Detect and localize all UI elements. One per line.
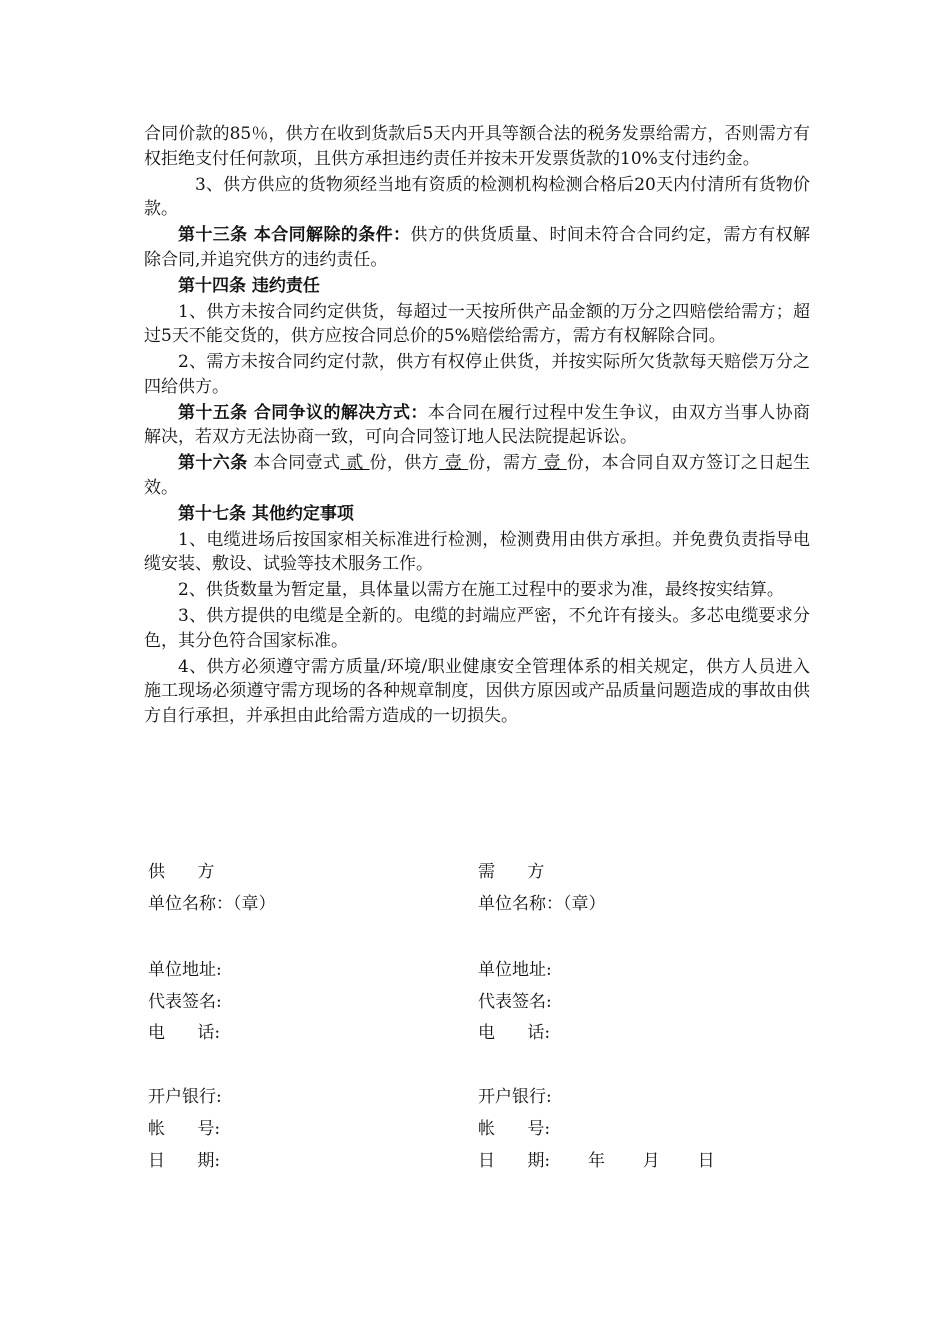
supplier-address: 单位地址:: [148, 960, 222, 980]
buyer-phone: 电 话:: [478, 1023, 551, 1043]
copies-buyer: 壹: [537, 453, 567, 473]
buyer-date: 日 期: 年 月 日: [478, 1151, 715, 1171]
supplier-phone: 电 话:: [148, 1023, 221, 1043]
article-14-item-2: 2、需方未按合同约定付款，供方有权停止供货，并按实际所欠货款每天赔偿万分之四给供方。: [144, 352, 810, 397]
article-17-heading: 第十七条 其他约定事项: [178, 503, 354, 524]
paragraph-payment-terms: 合同价款的85％，供方在收到货款后5天内开具等额合法的税务发票给需方，否则需方有权拒绝支付任何款项，且供方承担违约责任并按未开发票货款的10%支付违约金。: [144, 124, 810, 169]
buyer-unit-name: 单位名称：（章）: [478, 894, 606, 914]
article-16: [144, 451, 810, 500]
article-16-text-2: 份，供方: [369, 453, 440, 473]
copies-total: 贰: [340, 453, 370, 473]
article-14-item-1: 1、供方未按合同约定供货，每超过一天按所供产品金额的万分之四赔偿给需方；超过5天不能交货的，供方应按合同总价的5%赔偿给需方，需方有权解除合同。: [144, 301, 810, 346]
supplier-date: 日 期:: [148, 1151, 221, 1171]
article-13: [144, 223, 810, 272]
article-17-item-2: 2、供货数量为暂定量，具体量以需方在施工过程中的要求为准，最终按实结算。: [178, 580, 784, 600]
supplier-rep-signature: 代表签名:: [148, 992, 222, 1012]
article-16-text-1: 本合同壹式: [247, 453, 341, 473]
supplier-account: 帐 号:: [148, 1119, 221, 1139]
supplier-title: 供 方: [148, 862, 215, 882]
article-14-heading: 第十四条 违约责任: [178, 275, 320, 296]
copies-supplier: 壹: [439, 453, 469, 473]
buyer-bank: 开户银行:: [478, 1087, 552, 1107]
buyer-title: 需 方: [478, 862, 545, 882]
article-15: [144, 401, 810, 450]
supplier-unit-name: 单位名称：（章）: [148, 894, 276, 914]
article-16-text-3: 份，需方: [468, 453, 538, 473]
article-16-heading: 第十六条: [178, 453, 248, 473]
article-13-heading: 第十三条 本合同解除的条件：: [178, 225, 411, 245]
article-17-item-4: 4、供方必须遵守需方质量/环境/职业健康安全管理体系的相关规定，供方人员进入施工现场必须遵守需方现场的各种规章制度，因供方原因或产品质量问题造成的事故由供方自行承担，并承担由此给需方造成的一切损失。: [144, 656, 810, 726]
article-17-item-3: 3、供方提供的电缆是全新的。电缆的封端应严密，不允许有接头。多芯电缆要求分色，其分色符合国家标准。: [144, 606, 810, 651]
article-16-text-4: 份，本合同自双方签订之日起生效。: [144, 453, 811, 498]
article-15-text: 本合同在履行过程中发生争议，由双方当事人协商解决，若双方无法协商一致，可向合同签订地人民法院提起诉讼。: [144, 402, 811, 447]
article-13-text: 供方的供货质量、时间未符合合同约定，需方有权解除合同,并追究供方的违约责任。: [144, 225, 811, 270]
supplier-bank: 开户银行:: [148, 1087, 222, 1107]
paragraph-inspection-payment: 3、供方供应的货物须经当地有资质的检测机构检测合格后20天内付清所有货物价款。: [144, 174, 810, 219]
buyer-account: 帐 号:: [478, 1119, 551, 1139]
contract-body: [144, 122, 810, 730]
buyer-rep-signature: 代表签名:: [478, 992, 552, 1012]
article-15-heading: 第十五条 合同争议的解决方式：: [178, 402, 428, 423]
buyer-address: 单位地址:: [478, 960, 552, 980]
article-17-item-1: 1、电缆进场后按国家相关标准进行检测，检测费用由供方承担。并免费负责指导电缆安装、敷设、试验等技术服务工作。: [144, 529, 810, 574]
